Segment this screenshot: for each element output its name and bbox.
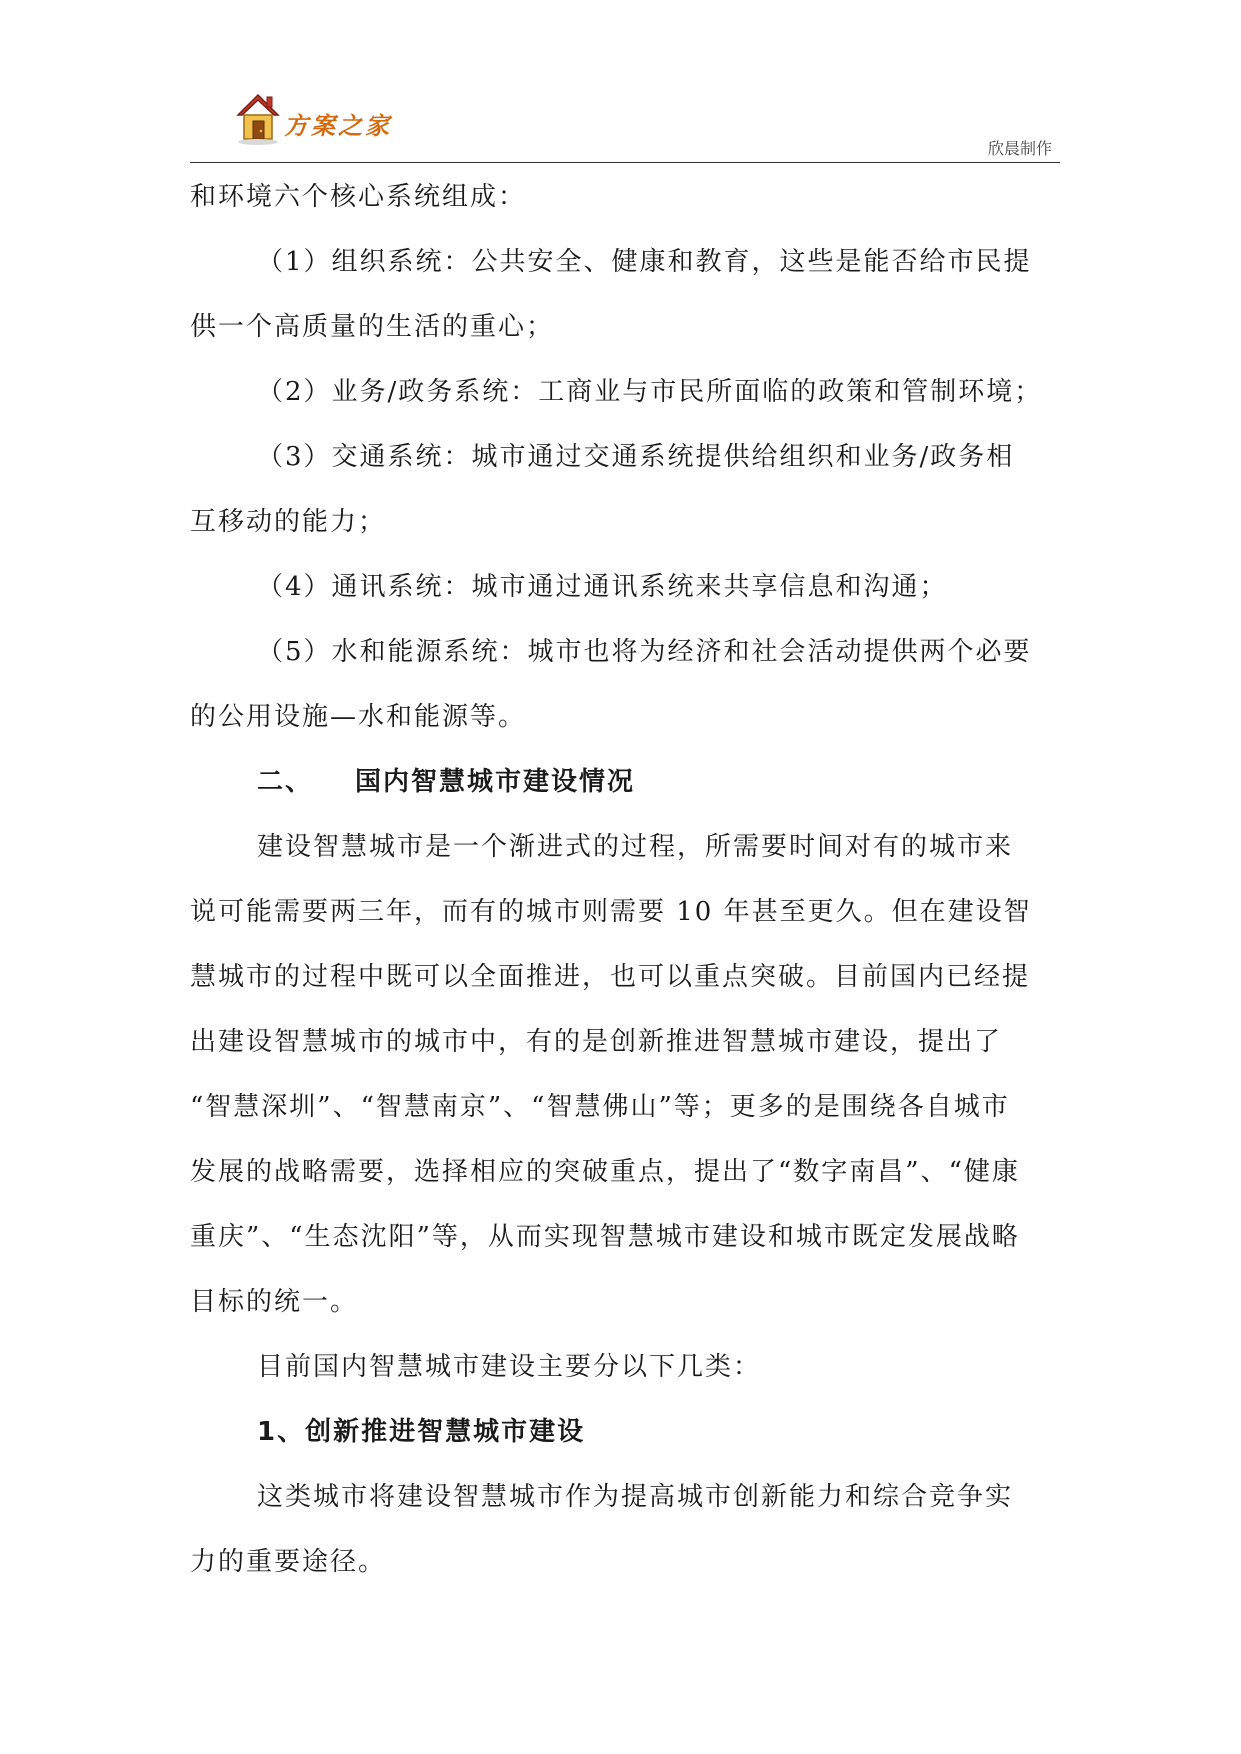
subsection-heading: 1、创新推进智慧城市建设 [257,1417,586,1447]
paragraph-line: 说可能需要两三年，而有的城市则需要 10 年甚至更久。但在建设智 [190,897,1032,927]
paragraph-line: 力的重要途径。 [190,1547,387,1577]
list-item-line: 互移动的能力； [190,507,387,537]
paragraph-line: “智慧深圳”、“智慧南京”、“智慧佛山”等；更多的是围绕各自城市 [190,1092,1010,1122]
paragraph-line: 目标的统一。 [190,1287,359,1317]
page-header [190,90,1060,163]
paragraph-line: 发展的战略需要，选择相应的突破重点，提出了“数字南昌”、“健康 [190,1157,1020,1187]
paragraph-line: 出建设智慧城市的城市中，有的是创新推进智慧城市建设，提出了 [190,1027,1003,1057]
list-item-line: 的公用设施—水和能源等。 [190,702,527,732]
paragraph-line: 慧城市的过程中既可以全面推进，也可以重点突破。目前国内已经提 [190,962,1031,992]
section-number: 二、 [257,767,314,797]
paragraph-line: 这类城市将建设智慧城市作为提高城市创新能力和综合竞争实 [257,1482,1014,1512]
section-heading [190,750,1058,815]
paragraph-line: 和环境六个核心系统组成： [190,182,527,212]
paragraph-line: 目前国内智慧城市建设主要分以下几类： [257,1352,762,1382]
paragraph-line: 重庆”、“生态沈阳”等，从而实现智慧城市建设和城市既定发展战略 [190,1222,1020,1252]
maker-label: 欣晨制作 [987,139,1052,158]
list-item-line: 供一个高质量的生活的重心； [190,312,555,342]
list-item-line: （5）水和能源系统：城市也将为经济和社会活动提供两个必要 [257,637,1032,667]
list-item-line: （1）组织系统：公共安全、健康和教育，这些是能否给市民提 [257,247,1032,277]
list-item-line: （3）交通系统：城市通过交通系统提供给组织和业务/政务相 [257,442,1015,472]
section-title: 国内智慧城市建设情况 [355,767,636,797]
paragraph-line: 建设智慧城市是一个渐进式的过程，所需要时间对有的城市来 [257,832,1014,862]
document-body [190,165,1058,1595]
logo-text: 方案之家 [284,111,392,140]
list-item-line: （4）通讯系统：城市通过通讯系统来共享信息和沟通； [257,572,948,602]
house-logo-icon [235,90,281,146]
list-item-line: （2）业务/政务系统：工商业与市民所面临的政策和管制环境； [257,377,1043,407]
